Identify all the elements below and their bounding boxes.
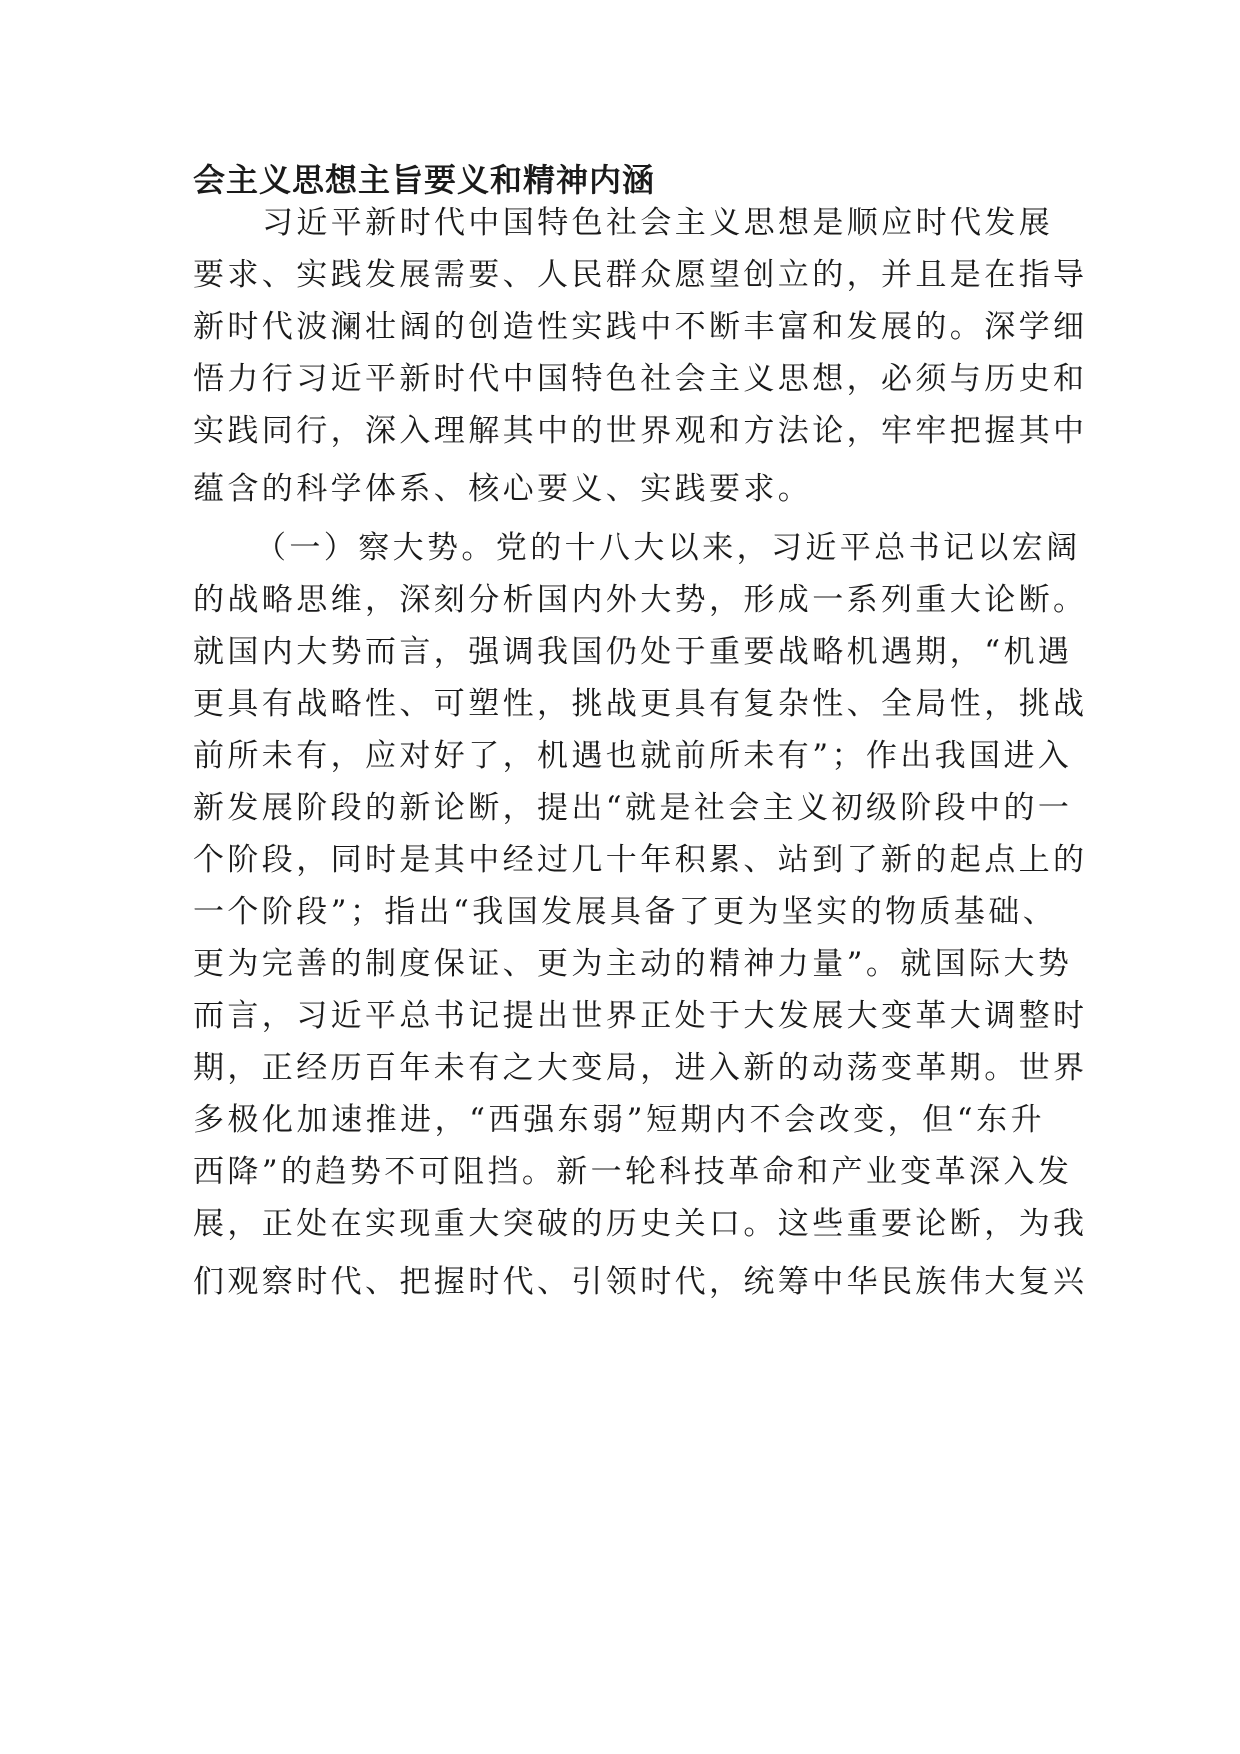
paragraph-1-line-1: 习近平新时代中国特色社会主义思想是顺应时代发展 [262, 205, 1054, 241]
paragraph-2-line-15: 们观察时代、把握时代、引领时代，统筹中华民族伟大复兴 [193, 1264, 1088, 1300]
paragraph-2-line-10: 而言，习近平总书记提出世界正处于大发展大变革大调整时 [193, 998, 1088, 1034]
paragraph-1-line-3: 新时代波澜壮阔的创造性实践中不断丰富和发展的。深学细 [193, 309, 1088, 345]
paragraph-2-line-4: 更具有战略性、可塑性，挑战更具有复杂性、全局性，挑战 [193, 686, 1088, 722]
paragraph-2-line-6: 新发展阶段的新论断，提出“就是社会主义初级阶段中的一 [193, 790, 1073, 826]
paragraph-2-line-1: （一）察大势。党的十八大以来，习近平总书记以宏阔 [255, 530, 1081, 566]
paragraph-2-line-12: 多极化加速推进，“西强东弱”短期内不会改变，但“东升 [193, 1102, 1045, 1138]
paragraph-1-line-5: 实践同行，深入理解其中的世界观和方法论，牢牢把握其中 [193, 413, 1088, 449]
paragraph-2-line-7: 个阶段，同时是其中经过几十年积累、站到了新的起点上的 [193, 842, 1088, 878]
paragraph-1-line-2: 要求、实践发展需要、人民群众愿望创立的，并且是在指导 [193, 257, 1088, 293]
paragraph-2-line-3: 就国内大势而言，强调我国仍处于重要战略机遇期，“机遇 [193, 634, 1073, 670]
section-heading: 会主义思想主旨要义和精神内涵 [193, 161, 656, 199]
paragraph-2-line-2: 的战略思维，深刻分析国内外大势，形成一系列重大论断。 [193, 582, 1088, 618]
paragraph-2-line-14: 展，正处在实现重大突破的历史关口。这些重要论断，为我 [193, 1206, 1088, 1242]
paragraph-2-line-13: 西降”的趋势不可阻挡。新一轮科技革命和产业变革深入发 [193, 1154, 1073, 1190]
paragraph-1-line-6: 蕴含的科学体系、核心要义、实践要求。 [193, 471, 813, 507]
paragraph-2-line-8: 一个阶段”；指出“我国发展具备了更为坚实的物质基础、 [193, 894, 1058, 930]
paragraph-2-line-5: 前所未有，应对好了，机遇也就前所未有”；作出我国进入 [193, 738, 1073, 774]
paragraph-2-line-9: 更为完善的制度保证、更为主动的精神力量”。就国际大势 [193, 946, 1073, 982]
paragraph-1-line-4: 悟力行习近平新时代中国特色社会主义思想，必须与历史和 [193, 361, 1088, 397]
paragraph-2-line-11: 期，正经历百年未有之大变局，进入新的动荡变革期。世界 [193, 1050, 1088, 1086]
